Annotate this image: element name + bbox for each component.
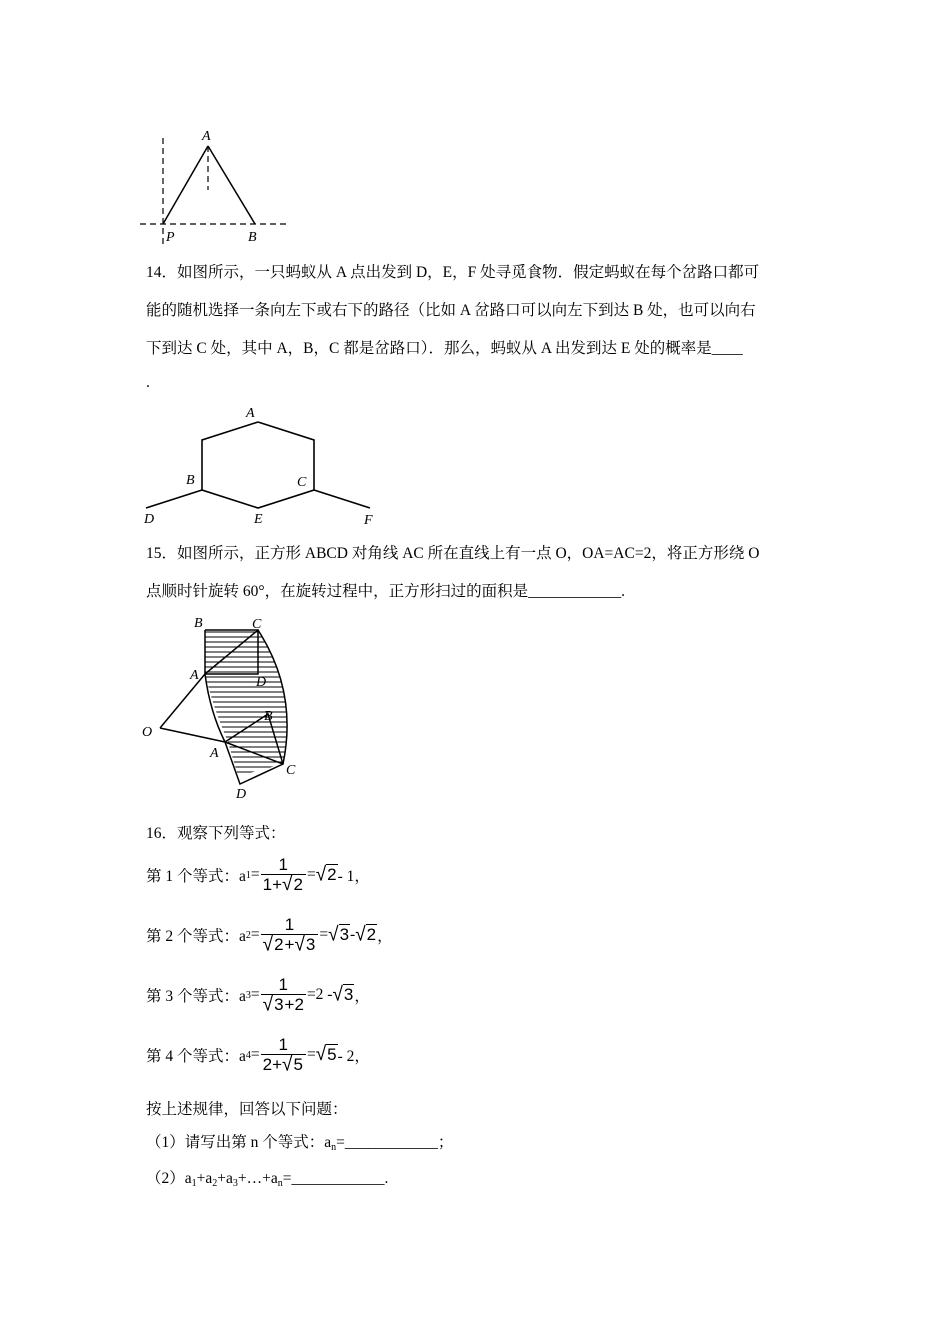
q15-line2: 点顺时针旋转 60°，在旋转过程中，正方形扫过的面积是____________. xyxy=(146,583,625,600)
label-A: A xyxy=(202,129,211,144)
label-A: A xyxy=(246,406,255,421)
q16-part1: （1）请写出第 n 个等式：$a_n=\_\_\_\_\_\_\_\_\_\_\_\_$； xyxy=(146,1134,454,1153)
q14-line1: 14．如图所示，一只蚂蚁从 A 点出发到 D，E，F 处寻觅食物．假定蚂蚁在每个岔路口都可 xyxy=(146,264,760,281)
q16-rule: 按上述规律，回答以下问题： xyxy=(146,1101,348,1118)
q14-line4: . xyxy=(146,374,150,391)
label-C-rotated: C xyxy=(286,763,296,778)
label-D: D xyxy=(144,512,155,527)
label-A: A xyxy=(190,668,199,683)
q16-eq2: 第 2 个等式：a 2 = $\frac{1}{√2+√3}$ = √3 - √2 ， xyxy=(146,915,393,956)
fraction: $\frac{1}{√3+2}$ xyxy=(262,975,304,1016)
label-D-rotated: D xyxy=(236,787,247,802)
q16-eq4: 第 4 个等式：a 4 = $\frac{1}{2+√5}$ = √5 - 2， xyxy=(146,1035,370,1076)
label-P: P xyxy=(166,230,175,245)
label-B: B xyxy=(194,616,203,631)
label-B: B xyxy=(248,230,257,245)
fraction: $\frac{1}{√2+√3}$ xyxy=(261,915,319,955)
label-C: C xyxy=(252,617,262,632)
label-C: C xyxy=(297,475,307,490)
figure-15-rotation xyxy=(138,612,313,804)
q14-line2: 能的随机选择一条向左下或右下的路径（比如 A 岔路口可以向左下到达 B 处，也可以向右 xyxy=(146,302,756,319)
q16-part2: $(2)a_1+a_2+a_3+\dots+a_n=\_\_\_\_\_\_\_\_\_\_\_\_$. xyxy=(146,1170,389,1189)
q16-eq1: 第 1 个等式：a 1 = $\frac{1}{1+√2}$ = √2 - 1， xyxy=(146,855,370,896)
label-A-rotated: A xyxy=(210,746,219,761)
label-E: E xyxy=(254,512,263,527)
label-B-rotated: B xyxy=(264,709,273,724)
q16-intro: 16．观察下列等式： xyxy=(146,825,286,842)
figure-13 xyxy=(135,128,295,246)
q16-eq3: 第 3 个等式：a 3 = $\frac{1}{√3+2}$ =2 - √3 ， xyxy=(146,975,370,1016)
fraction: $\frac{1}{1+√2}$ xyxy=(261,855,306,895)
label-D: D xyxy=(256,675,267,690)
fraction: $\frac{1}{2+√5}$ xyxy=(261,1035,306,1075)
label-B: B xyxy=(186,473,195,488)
q15-line1: 15．如图所示，正方形 ABCD 对角线 AC 所在直线上有一点 O，OA=AC=2，将正方形绕 O xyxy=(146,545,760,562)
q14-line3: 下到达 C 处，其中 A，B，C 都是岔路口）．那么，蚂蚁从 A 出发到达 E 处的概率是____ xyxy=(146,340,743,357)
figure-14-hexagon xyxy=(138,402,388,530)
label-O: O xyxy=(142,725,153,740)
label-F: F xyxy=(364,513,373,528)
